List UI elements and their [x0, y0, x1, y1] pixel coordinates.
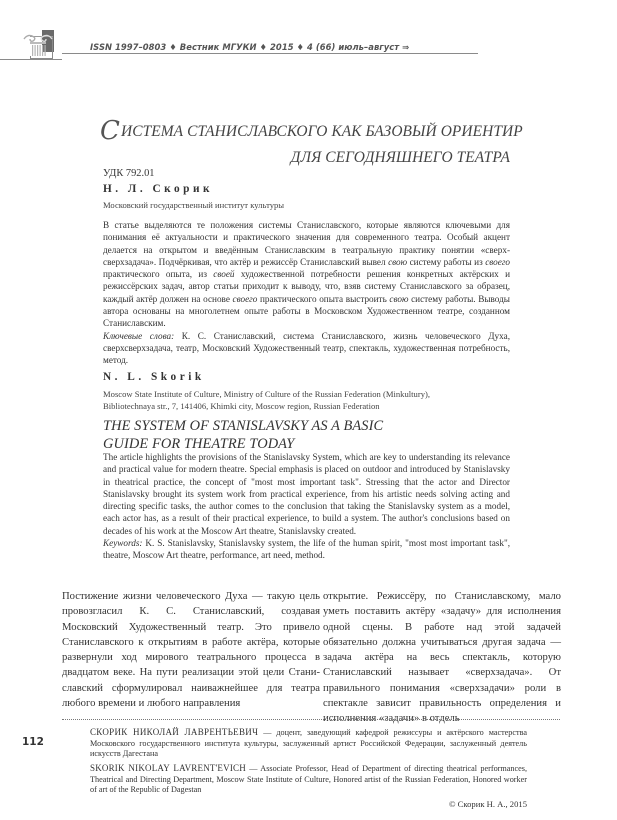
title-line-1: ИСТЕМА СТАНИСЛАВСКОГО КАК БАЗОВЫЙ ОРИЕНТИР [121, 123, 523, 140]
ionic-column-logo-icon [22, 30, 62, 60]
emphasis: свою [388, 256, 408, 267]
keywords-label-en: Keywords: [103, 538, 143, 549]
author-bio-ru: — доцент, заведующий кафедрой режиссуры и актёрского мастерства Московского государственного института культуры, заслуженный артист Российской Федерации, заслуженный деятель искусств Дагестана [90, 728, 527, 759]
abstract-text: практического опыта, из [103, 269, 214, 280]
emphasis: своей [213, 269, 235, 280]
author-note-ru [90, 727, 527, 760]
affiliation-ru: Московский государственный институт культуры [103, 200, 285, 210]
title-en-line-1: THE SYSTEM OF STANISLAVSKY AS A BASIC [103, 418, 384, 434]
header-rule-left [0, 59, 62, 60]
keywords-en: K. S. Stanislavsky, Stanislavsky system, the life of the human spirit, "most most important task", theatre, Moscow Art theatre, performance, art need, method. [103, 538, 510, 561]
abstract-en [103, 451, 510, 562]
author-name-ru: Н. Л. Скорик [103, 183, 213, 195]
article-title-en [103, 418, 383, 453]
affiliation-en-line: Moscow State Institute of Culture, Ministry of Culture of the Russian Federation (Minkultury), [103, 389, 430, 399]
body-paragraph: Постижение жизни человеческого Духа — такую цель провозгласил К. С. Станиславский, создавая Московский Художественный театр. Это привело Станиславского к открытиям в работе актёра, которые развернули ход мирового театрального процесса в двадцатом веке. На пути реализации этой цели Станиславский сформулировал наиважнейшее для театра любого времени и любого направления [62, 591, 320, 710]
emphasis: своего [232, 293, 258, 304]
title-initial: С [100, 116, 120, 146]
abstract-text: систему работы. Выводы автора основаны на многолетнем опыте работы в Московском Художественном театре, созданном Станиславским. [103, 293, 510, 329]
author-name-en: N. L. Skorik [103, 371, 205, 383]
emphasis: своего [485, 256, 510, 267]
abstract-ru [103, 219, 510, 367]
copyright: © Скорик Н. А., 2015 [448, 799, 527, 809]
header-rule [62, 53, 478, 54]
article-title-ru [100, 116, 523, 171]
udk-code: УДК 792.01 [103, 168, 155, 179]
abstract-text: В статье выделяются те положения системы Станиславского, которые являются ключевыми для понимания её актуальности и практического значения для современного театра. Особый акцент делается на открытом и введённым Станиславским в театральную практику понятии «сверхсверхзадача». Подчёркивая, что актёр и режиссёр Станиславский вывел [103, 220, 510, 267]
keywords-label-ru: Ключевые слова: [103, 330, 175, 341]
body-column-right [323, 589, 561, 727]
abstract-text: The article highlights the provisions of the Stanislavsky System, which are key to understanding its relevance and practical value for modern theatre. Special emphasis is placed on outdoor and introduced by Stanislavsky in theatrical practice, the concept of "most most important task". Stressing that the actor and Director Stanislavsky brought its system work from practical experience, from his artistic needs solving acting and directing specific tasks, the author comes to the conclusion that taking the Stanislavsky system as a model, each actor has, as a result of their practical experience, to build a system. The author's conclusions based on decades of his work at the Moscow Art theatre, Stanislavsky created. [103, 452, 510, 536]
body-column-left [62, 589, 320, 711]
author-note-en [90, 763, 527, 796]
running-head: ISSN 1997–0803 ♦ Вестник МГУКИ ♦ 2015 ♦ 4 (66) июль–август ⇒ [90, 42, 410, 52]
affiliation-en-line: Bibliotechnaya str., 7, 141406, Khimki city, Moscow region, Russian Federation [103, 400, 380, 411]
abstract-text: практического опыта выстроить [257, 293, 390, 304]
abstract-text: систему работы из [407, 256, 486, 267]
author-bio-en: — Associate Professor, Head of Department of directing theatrical performances, Theatrical and Directing Department, Moscow State Institute of Culture, Honored artist of the Russian Federation, Honored worker of art of the Republic of Dagestan [90, 764, 527, 795]
author-fullname-ru: СКОРИК НИКОЛАЙ ЛАВРЕНТЬЕВИЧ [90, 727, 259, 737]
footnote-separator [62, 719, 560, 720]
page-number: 112 [22, 736, 44, 748]
author-fullname-en: SKORIK NIKOLAY LAVRENT'EVICH [90, 763, 246, 773]
body-paragraph: открытие. Режиссёру, по Станиславскому, мало уметь поставить актёру «задачу» для исполнения одной сцены. В работе над этой задачей обязательно должна учитываться другая задача — задача актёра на весь спектакль, которую Станиславский называет «сверхзадача». От правильного понимания «сверхзадачи» роли в спектакле зависит правильность определения и исполнения «задачи» в отдель [323, 591, 561, 725]
title-en-line-2: GUIDE FOR THEATRE TODAY [103, 435, 295, 452]
title-line-2: ДЛЯ СЕГОДНЯШНЕГО ТЕАТРА [290, 149, 510, 166]
abstract-text: художественной потребности решения конкретных актёрских и режиссёрских задач, автор статьи приходит к выводу, что, взяв систему Станиславского за образец, каждый актёр должен на основе [103, 269, 510, 304]
keywords-ru: К. С. Станиславский, система Станиславского, жизнь человеческого Духа, сверхсверхзадача, театр, Московский Художественный театр, спектакль, художественная потребность, метод. [103, 330, 510, 366]
emphasis: свою [389, 293, 409, 304]
affiliation-en [103, 389, 523, 412]
